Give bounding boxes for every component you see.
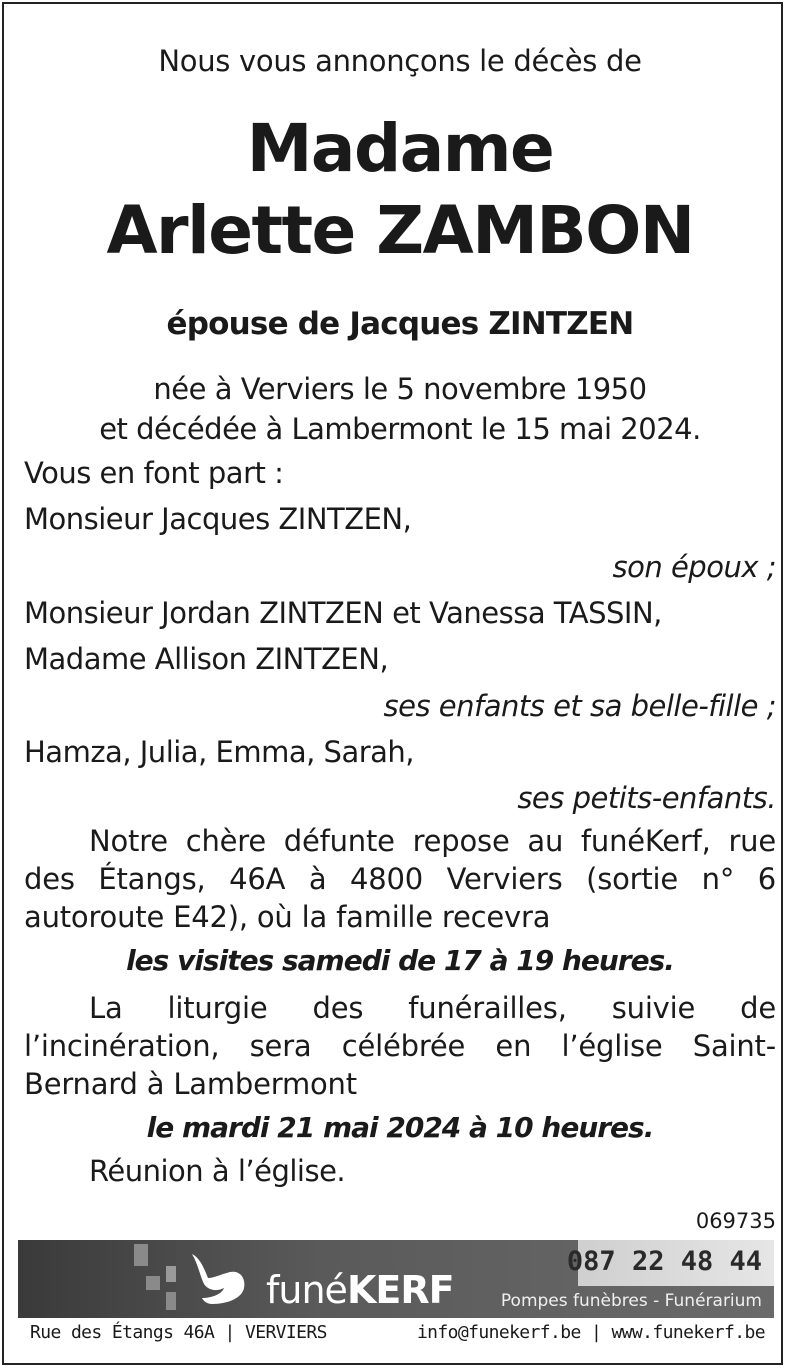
intro-text: Nous vous annonçons le décès de [158, 44, 642, 78]
family-line: Madame Allison ZINTZEN, [24, 642, 389, 676]
death-line: et décédée à Lambermont le 15 mai 2024. [99, 412, 701, 446]
decor-square [146, 1276, 160, 1290]
address-line: Rue des Étangs 46A | VERVIERS [30, 1322, 327, 1343]
family-relation: son époux ; [612, 550, 776, 584]
birth-line: née à Verviers le 5 novembre 1950 [153, 372, 647, 406]
funeral-home-banner [18, 1240, 774, 1318]
liturgy-text: La liturgie des funérailles, suivie de l’incinération, sera célébrée en l’église Saint-Bernard à Lambermont [24, 991, 776, 1101]
brand-bold: KERF [346, 1268, 454, 1312]
decor-square [134, 1244, 148, 1266]
family-line: Monsieur Jacques ZINTZEN, [24, 502, 412, 536]
dove-logo-icon [186, 1248, 266, 1308]
repose-text: Notre chère défunte repose au funéKerf, rue des Étangs, 46A à 4800 Verviers (sortie n° 6 autoroute E42), où la famille recevra [24, 824, 776, 934]
contact-line: info@funekerf.be | www.funekerf.be [416, 1322, 765, 1343]
decor-square [166, 1292, 176, 1310]
liturgy-paragraph [24, 989, 776, 1103]
deceased-name: Arlette ZAMBON [106, 192, 694, 269]
visits-line: les visites samedi de 17 à 19 heures. [126, 944, 674, 977]
family-line: Monsieur Jordan ZINTZEN et Vanessa TASSIN, [24, 596, 662, 630]
family-relation: ses petits-enfants. [517, 781, 776, 815]
spouse-line: épouse de Jacques ZINTZEN [166, 306, 634, 342]
family-intro: Vous en font part : [24, 456, 284, 490]
phone-number: 087 22 48 44 [566, 1246, 762, 1277]
service-line: Pompes funèbres - Funérarium [500, 1291, 762, 1311]
decor-square [166, 1266, 176, 1282]
deceased-title: Madame [246, 110, 554, 187]
reference-number: 069735 [695, 1209, 776, 1233]
brand-name [266, 1268, 454, 1312]
meeting-line: Réunion à l’église. [89, 1154, 346, 1188]
family-line: Hamza, Julia, Emma, Sarah, [24, 735, 415, 769]
phone-box [566, 1240, 774, 1286]
notice-frame [2, 2, 783, 1365]
repose-paragraph [24, 822, 776, 936]
family-relation: ses enfants et sa belle-fille ; [383, 689, 776, 723]
ceremony-line: le mardi 21 mai 2024 à 10 heures. [146, 1111, 654, 1144]
brand-light: funé [266, 1268, 347, 1312]
